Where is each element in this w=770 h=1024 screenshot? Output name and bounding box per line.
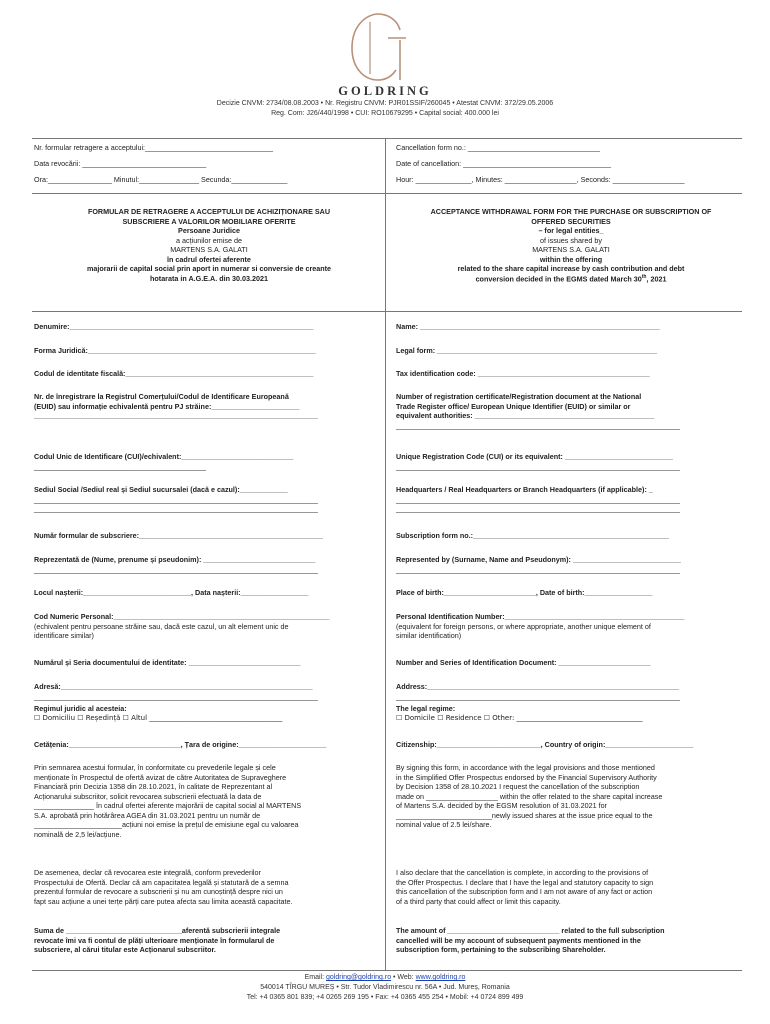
rule-1 [32,193,742,194]
brand-name: GOLDRING [338,84,432,98]
represented-by-field[interactable]: Reprezentată de (Nume, prenume și pseudonim): ____________________________ _______________________________________________________________________ [34,555,318,574]
headquarters-field[interactable]: Sediul Social /Sediul real și Sediul sucursalei (dacă e cazul):____________ _______________________________________________________________________ _______________________________________________________________________ [34,485,318,513]
personal-number-field[interactable]: Cod Numeric Personal:______________________________________________________ (echivalent pentru persoane străine sau, dacă este cazul, un alt element unic de identificare similar) [34,612,330,640]
revocation-time-field[interactable]: Ora:________________ Minutul:_______________ Secunda:______________ [34,175,288,184]
name-field[interactable]: Name: ____________________________________________________________ [396,322,660,331]
cancellation-date-field[interactable]: Date of cancellation: _____________________________________ [396,159,612,168]
form-title-english: ACCEPTANCE WITHDRAWAL FORM FOR THE PURCHASE OR SUBSCRIPTION OF OFFERED SECURITIES – for legal entities_ of issues shared by MARTENS S.A. GALATI within the offering related to the share capital increase by cash contribution and debt conversion decided in the EGMS dated March 30th, 2021 [430,207,712,283]
legal-form-field-en[interactable]: Legal form: _______________________________________________________ [396,346,657,355]
cui-field[interactable]: Codul Unic de Identificare (CUI)/echivalent:____________________________ ___________________________________________ [34,452,294,471]
registration-line-1: Decizie CNVM: 2734/08.08.2003 • Nr. Registru CNVM: PJR01SSIF/260045 • Atestat CNVM: 372/29.05.2006 [216,100,554,107]
registration-number-field[interactable]: Nr. de înregistrare la Registrul Comerțului/Codul de Identificare Europeană (EUID) sau informație echivalentă pentru PJ străine:______________________ _______________________________________________________________________ [34,392,318,420]
registration-certificate-field[interactable]: Number of registration certificate/Registration document at the National Trade Register office/ European Unique Identifier (EUID) or similar or equivalent authorities: _____________________________________________ _______________________________________________________________________ [396,392,680,430]
identification-document-field[interactable]: Number and Series of Identification Document: _______________________ [396,658,651,667]
tax-identification-field[interactable]: Tax identification code: ___________________________________________ [396,369,650,378]
email-link[interactable]: goldring@goldring.ro [326,974,392,981]
birth-place-date-field[interactable]: Locul nașterii:___________________________, Data nașterii:_________________ [34,588,309,597]
citizenship-field[interactable]: Cetățenia:____________________________, Țara de origine:______________________ [34,740,327,749]
unique-registration-code-field[interactable]: Unique Registration Code (CUI) or its equivalent: ___________________________ _______________________________________________________________________ [396,452,680,471]
column-divider [385,138,386,970]
legal-regime-options[interactable]: ☐ Domiciliu ☐ Reședință ☐ Altul ______________________________________ [34,713,283,722]
subscription-form-number-field[interactable]: Număr formular de subscriere:______________________________________________ [34,531,323,540]
legal-regime-options-en[interactable]: ☐ Domicile ☐ Residence ☐ Other: ____________________________________ [396,713,643,722]
represented-by-field-en[interactable]: Represented by (Surname, Name and Pseudonym): ___________________________ _______________________________________________________________________ [396,555,681,574]
declaration-paragraph-1: Prin semnarea acestui formular, în conformitate cu prevederile legale și cele menționate în Prospectul de ofertă avizat de către Autoritatea de Supraveghere Financiară prin Decizia 1358 din 28.10.2021, în calitate de Reprezentant al Acționarului subscriitor, solicit revocarea subscrierii efectuată la data de _______________ în cadrul ofertei aferente majorării de capital social al MARTENS S.A. aprobată prin hotărârea AGEA din 31.03.2021 pentru un număr de ______________________acțiuni noi emise la prețul de emisiune egal cu valoarea nominală de 2,5 lei/acțiune. [34,763,302,839]
footer-address: 540014 TÎRGU MUREȘ • Str. Tudor Vladimirescu nr. 56A • Jud. Mureș, Romania [260,984,510,991]
amount-paragraph-en: The amount of ____________________________ related to the full subscription cancelled will be my account of subsequent payments mentioned in the subscription form, pertaining to the subscribing Shareholder. [396,926,665,954]
tax-id-field[interactable]: Codul de identitate fiscală:_______________________________________________ [34,369,314,378]
address-field-en[interactable]: Address:_______________________________________________________________ _______________________________________________________________________ [396,682,680,701]
withdrawal-form-number-field[interactable]: Nr. formular retragere a acceptului:________________________________ [34,143,273,152]
id-document-field[interactable]: Numărul și Seria documentului de identitate: ____________________________ [34,658,301,667]
declaration-paragraph-1-en: By signing this form, in accordance with the legal provisions and those mentioned in the Simplified Offer Prospectus endorsed by the Financial Supervisory Authority by Decision 1358 of 28.10.2021 I request the cancellation of the subscription made on __________________ within the offer related to the share capital increase of Martens S.A. decided by the EGSM resolution of 31.03.2021 for ________________________newly issued shares at the issue price equal to the nominal value of 2.5 lei/share. [396,763,663,829]
subscription-form-no-field[interactable]: Subscription form no.:_________________________________________________ [396,531,669,540]
citizenship-field-en[interactable]: Citizenship:__________________________, Country of origin:______________________ [396,740,694,749]
website-link[interactable]: www.goldring.ro [415,974,466,981]
footer-phones: Tel: +4 0365 801 839; +4 0265 269 195 • Fax: +4 0365 455 254 • Mobil: +4 0724 899 499 [246,994,524,1001]
place-date-of-birth-field[interactable]: Place of birth:_______________________, Date of birth:_________________ [396,588,653,597]
company-name-field[interactable]: Denumire:_____________________________________________________________ [34,322,314,331]
registration-line-2: Reg. Com: J26/440/1998 • CUI: RO10679295 • Capital social: 400.000 lei [271,110,499,117]
declaration-paragraph-2-en: I also declare that the cancellation is complete, in according to the provisions of the Offer Prospectus. I declare that I have the legal and statutory capacity to sign this cancellation of the subscription form and I am not aware of any fact or action of a third party that could affect or limit this capacity. [396,868,654,906]
legal-regime-field-en[interactable]: The legal regime: ☐ Domicile ☐ Residence ☐ Other: ____________________________________ [396,704,746,723]
amount-paragraph: Suma de _____________________________aferentă subscrierii integrale revocate îmi va fi contul de plăți ulterioare menționate în formularul de subscriere, al cărui titular este Acționarul subscriitor. [34,926,281,954]
legal-regime-field[interactable]: Regimul juridic al acesteia: ☐ Domiciliu ☐ Reședință ☐ Altul ______________________________________ [34,704,384,723]
legal-form-field[interactable]: Forma Juridică:_________________________________________________________ [34,346,316,355]
bottom-rule [32,970,742,971]
cancellation-form-number-field[interactable]: Cancellation form no.: _________________________________ [396,143,600,152]
footer-contact-line: Email: goldring@goldring.ro • Web: www.goldring.ro [304,974,466,981]
top-rule [32,138,742,139]
headquarters-field-en[interactable]: Headquarters / Real Headquarters or Branch Headquarters (if applicable): _ _______________________________________________________________________ _______________________________________________________________________ [396,485,680,513]
goldring-logo [340,10,410,85]
address-field[interactable]: Adresă:_______________________________________________________________ _______________________________________________________________________ [34,682,318,701]
form-title: FORMULAR DE RETRAGERE A ACCEPTULUI DE ACHIZIȚIONARE SAU SUBSCRIERE A VALORILOR MOBILIARE OFERITE Persoane Juridice a acțiunilor emise de MARTENS S.A. GALATI în cadrul ofertei aferente majorarii de capital social prin aport in numerar si conversie de creante hotarata in A.G.E.A. din 30.03.2021 [86,207,332,283]
cancellation-time-field[interactable]: Hour: ______________, Minutes: __________________, Seconds: __________________ [396,175,685,184]
rule-2 [32,311,742,312]
revocation-date-field[interactable]: Data revocării: _______________________________ [34,159,207,168]
declaration-paragraph-2: De asemenea, declar că revocarea este integrală, conform prevederilor Prospectului de Ofertă. Declar că am capacitatea legală și statutară de a semna prezentul formular de revocare a subscrierii și nu am cunoștință despre nici un fapt sau acțiune a unei terțe părți care putea afecta sau limita această capacitate. [34,868,293,906]
personal-identification-number-field[interactable]: Personal Identification Number:_____________________________________________ (equivalent for foreign persons, or where appropriate, another unique element of similar identification) [396,612,685,640]
